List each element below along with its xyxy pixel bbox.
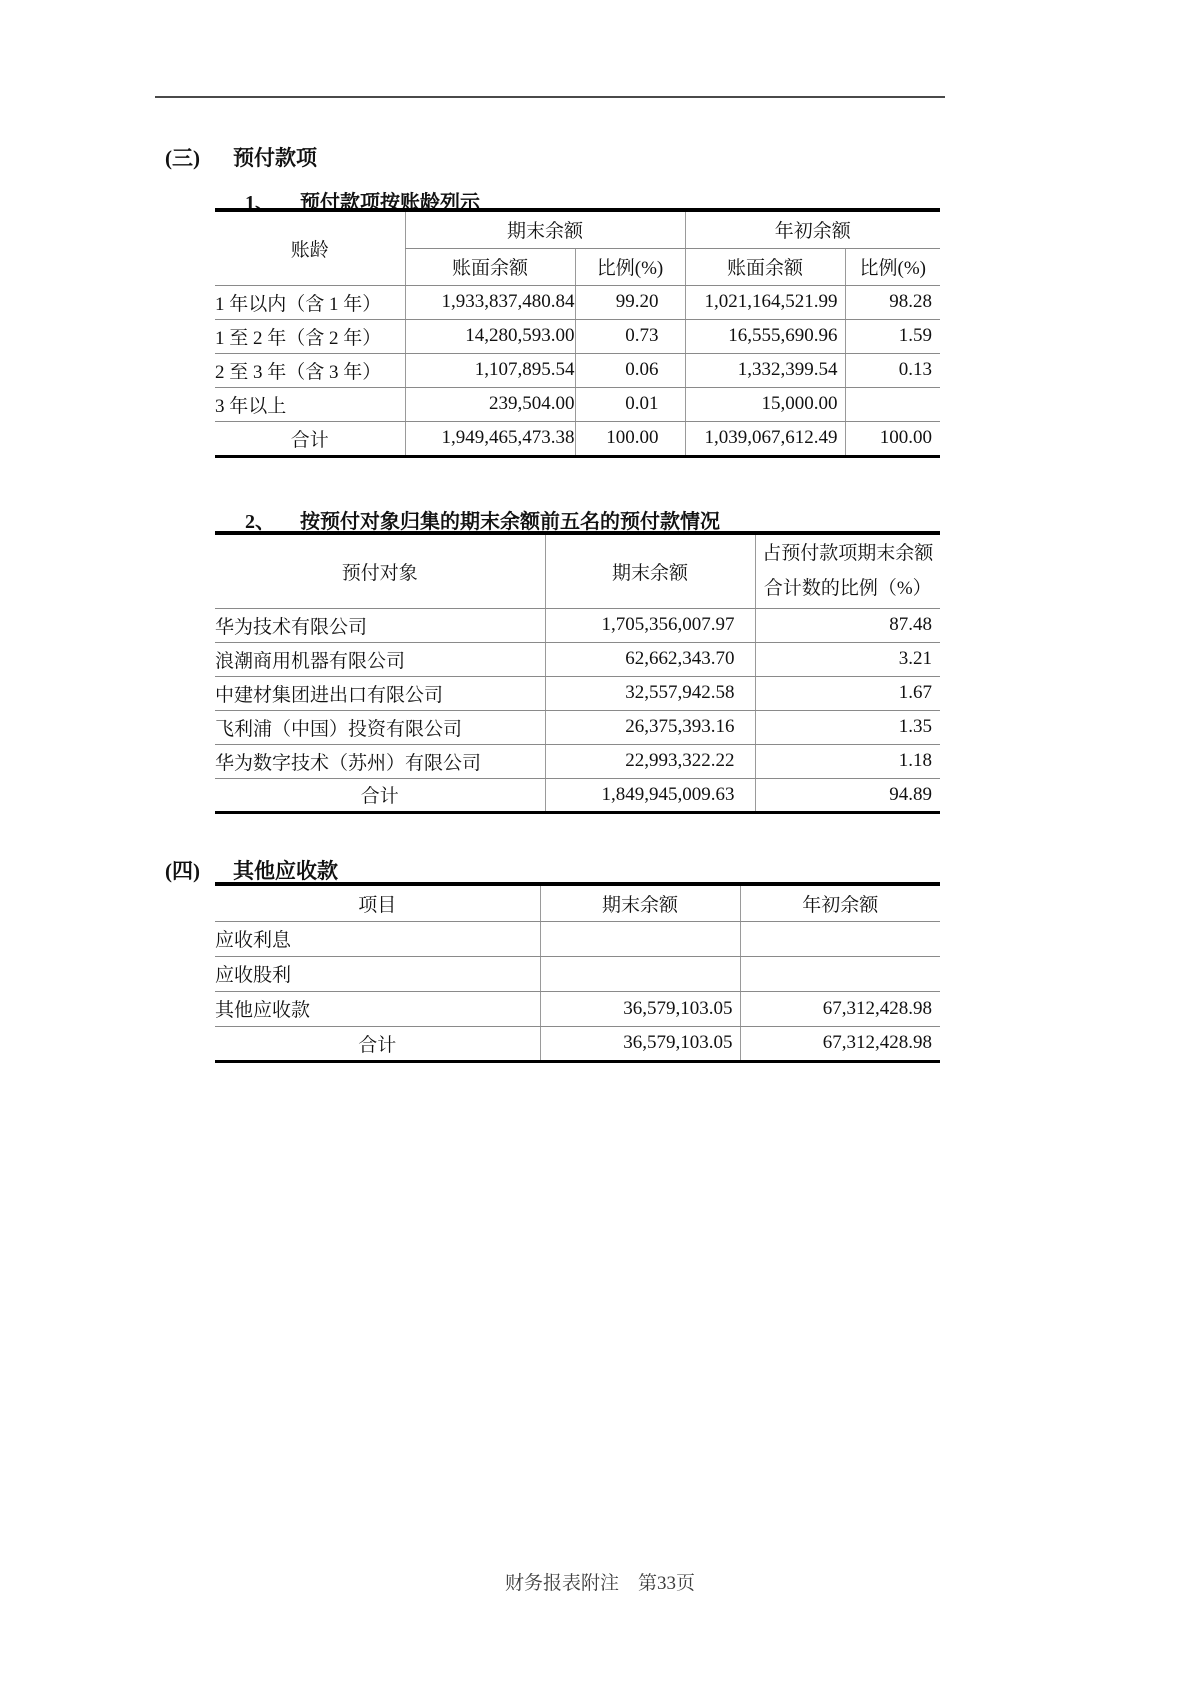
cell-aging: 1 年以内（含 1 年） bbox=[215, 285, 405, 319]
header-ratio bbox=[755, 533, 940, 608]
cell-begin-ratio: 1.59 bbox=[845, 319, 940, 353]
cell-end-balance: 36,579,103.05 bbox=[540, 1026, 740, 1061]
cell-end-balance: 1,933,837,480.84 bbox=[405, 285, 575, 319]
cell-begin-ratio: 0.13 bbox=[845, 353, 940, 387]
table-row bbox=[215, 676, 940, 710]
cell-begin-balance bbox=[740, 921, 940, 956]
cell-begin-balance bbox=[740, 956, 940, 991]
cell-object: 华为数字技术（苏州）有限公司 bbox=[215, 744, 545, 778]
cell-end-balance: 26,375,393.16 bbox=[545, 710, 755, 744]
table-total-row bbox=[215, 778, 940, 812]
cell-ratio: 1.67 bbox=[755, 676, 940, 710]
cell-begin-balance: 1,021,164,521.99 bbox=[685, 285, 845, 319]
cell-end-ratio: 99.20 bbox=[575, 285, 685, 319]
cell-end-balance: 239,504.00 bbox=[405, 387, 575, 421]
section-label: (三) bbox=[165, 146, 200, 170]
section-title: 预付款项 bbox=[233, 146, 317, 170]
header-book-balance-end: 账面余额 bbox=[405, 248, 575, 285]
cell-total-label: 合计 bbox=[290, 429, 329, 451]
cell-end-ratio: 0.06 bbox=[575, 353, 685, 387]
header-aging: 账龄 bbox=[215, 210, 405, 285]
table-header-row bbox=[215, 884, 940, 921]
header-end-balance: 期末余额 bbox=[545, 533, 755, 608]
header-rule bbox=[155, 96, 945, 98]
cell-ratio: 3.21 bbox=[755, 642, 940, 676]
cell-item: 应收利息 bbox=[215, 921, 540, 956]
cell-end-ratio: 0.73 bbox=[575, 319, 685, 353]
cell-end-ratio: 100.00 bbox=[575, 421, 685, 456]
page-footer: 财务报表附注 第33页 bbox=[504, 1573, 695, 1594]
table-header-group-row bbox=[215, 210, 940, 248]
cell-begin-balance: 1,039,067,612.49 bbox=[685, 421, 845, 456]
table-total-row bbox=[215, 1026, 940, 1061]
cell-begin-ratio bbox=[845, 387, 940, 421]
table-row bbox=[215, 387, 940, 421]
section-other-receivables-heading bbox=[165, 855, 338, 885]
cell-ratio: 94.89 bbox=[755, 778, 940, 812]
header-begin-balance: 年初余额 bbox=[740, 884, 940, 921]
section-label: (四) bbox=[165, 859, 200, 883]
cell-aging: 2 至 3 年（含 3 年） bbox=[215, 353, 405, 387]
cell-end-balance bbox=[540, 921, 740, 956]
cell-item: 其他应收款 bbox=[215, 991, 540, 1026]
cell-begin-balance: 1,332,399.54 bbox=[685, 353, 845, 387]
section-prepayments-heading bbox=[165, 142, 317, 172]
cell-begin-balance: 67,312,428.98 bbox=[740, 991, 940, 1026]
header-end-balance: 期末余额 bbox=[540, 884, 740, 921]
header-book-balance-begin: 账面余额 bbox=[685, 248, 845, 285]
header-ratio-line2: 合计数的比例（%） bbox=[763, 578, 932, 600]
table-row bbox=[215, 319, 940, 353]
table-row bbox=[215, 956, 940, 991]
header-item: 项目 bbox=[215, 884, 540, 921]
header-period-begin-group: 年初余额 bbox=[685, 210, 940, 248]
cell-total-label: 合计 bbox=[360, 786, 399, 807]
table-header-row bbox=[215, 533, 940, 608]
cell-end-balance: 62,662,343.70 bbox=[545, 642, 755, 676]
cell-ratio: 87.48 bbox=[755, 608, 940, 642]
cell-end-balance: 1,705,356,007.97 bbox=[545, 608, 755, 642]
subsection-title: 按预付对象归集的期末余额前五名的预付款情况 bbox=[300, 511, 720, 533]
subsection-title: 预付款项按账龄列示 bbox=[300, 192, 480, 214]
cell-ratio: 1.35 bbox=[755, 710, 940, 744]
cell-item: 应收股利 bbox=[215, 956, 540, 991]
subsection-label: 1、 bbox=[245, 192, 275, 214]
cell-end-balance: 32,557,942.58 bbox=[545, 676, 755, 710]
cell-begin-balance: 67,312,428.98 bbox=[740, 1026, 940, 1061]
cell-end-balance: 1,849,945,009.63 bbox=[545, 778, 755, 812]
table-row bbox=[215, 991, 940, 1026]
cell-begin-ratio: 98.28 bbox=[845, 285, 940, 319]
prepayments-top5-table bbox=[215, 531, 940, 814]
cell-aging: 3 年以上 bbox=[215, 387, 405, 421]
cell-aging: 1 至 2 年（含 2 年） bbox=[215, 319, 405, 353]
header-period-end-group: 期末余额 bbox=[405, 210, 685, 248]
subsection-label: 2、 bbox=[245, 511, 275, 533]
table-row bbox=[215, 608, 940, 642]
cell-end-balance: 36,579,103.05 bbox=[540, 991, 740, 1026]
cell-begin-balance: 16,555,690.96 bbox=[685, 319, 845, 353]
cell-total-label: 合计 bbox=[358, 1034, 397, 1056]
cell-object: 浪潮商用机器有限公司 bbox=[215, 642, 545, 676]
table-row bbox=[215, 744, 940, 778]
cell-end-balance bbox=[540, 956, 740, 991]
cell-object: 中建材集团进出口有限公司 bbox=[215, 676, 545, 710]
header-object: 预付对象 bbox=[215, 533, 545, 608]
cell-begin-ratio: 100.00 bbox=[845, 421, 940, 456]
cell-end-balance: 1,107,895.54 bbox=[405, 353, 575, 387]
header-ratio-begin: 比例(%) bbox=[845, 248, 940, 285]
cell-end-balance: 14,280,593.00 bbox=[405, 319, 575, 353]
cell-ratio: 1.18 bbox=[755, 744, 940, 778]
cell-end-ratio: 0.01 bbox=[575, 387, 685, 421]
header-ratio-line1: 占预付款项期末余额 bbox=[762, 543, 934, 565]
section-title: 其他应收款 bbox=[233, 859, 338, 883]
cell-end-balance: 1,949,465,473.38 bbox=[405, 421, 575, 456]
prepayments-aging-table bbox=[215, 208, 940, 458]
header-ratio-end: 比例(%) bbox=[575, 248, 685, 285]
cell-end-balance: 22,993,322.22 bbox=[545, 744, 755, 778]
subsection-top5-heading bbox=[245, 505, 720, 534]
cell-begin-balance: 15,000.00 bbox=[685, 387, 845, 421]
table-row bbox=[215, 642, 940, 676]
cell-object: 飞利浦（中国）投资有限公司 bbox=[215, 710, 545, 744]
other-receivables-table bbox=[215, 882, 940, 1063]
table-row bbox=[215, 353, 940, 387]
cell-object: 华为技术有限公司 bbox=[215, 608, 545, 642]
table-row bbox=[215, 285, 940, 319]
table-row bbox=[215, 710, 940, 744]
table-total-row bbox=[215, 421, 940, 456]
table-row bbox=[215, 921, 940, 956]
